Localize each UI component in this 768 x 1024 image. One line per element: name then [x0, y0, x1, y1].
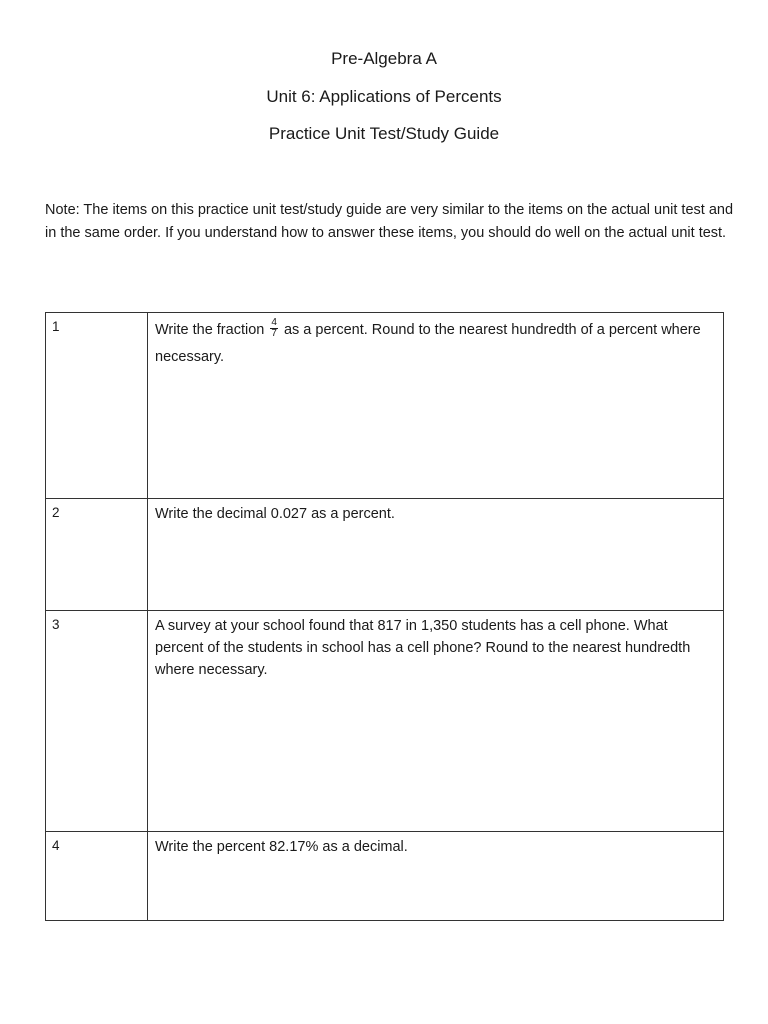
- question-text-part: Write the fraction: [155, 322, 269, 338]
- question-text: Write the percent 82.17% as a decimal.: [148, 832, 724, 921]
- fraction-denominator: 7: [271, 327, 277, 339]
- table-row: [46, 313, 724, 499]
- unit-title: Unit 6: Applications of Percents: [266, 87, 502, 106]
- course-title: Pre-Algebra A: [331, 49, 437, 68]
- question-table: [45, 312, 724, 921]
- table-row: [46, 832, 724, 921]
- item-number: 3: [46, 611, 148, 832]
- item-number: 1: [46, 313, 148, 499]
- table-row: [46, 611, 724, 832]
- fraction: [270, 318, 278, 339]
- table-row: [46, 499, 724, 611]
- item-number: 4: [46, 832, 148, 921]
- question-text: A survey at your school found that 817 in 1,350 students has a cell phone. What percent of the students in school has a cell phone? Round to the nearest hundredth where necessary.: [148, 611, 724, 832]
- question-text: [148, 313, 724, 499]
- item-number: 2: [46, 499, 148, 611]
- document-title: Practice Unit Test/Study Guide: [268, 124, 500, 143]
- fraction-numerator: 4: [271, 316, 277, 328]
- question-text: Write the decimal 0.027 as a percent.: [148, 499, 724, 611]
- question-text-part: as a percent. Round to the nearest hundredth of a percent where necessary.: [155, 322, 701, 365]
- note-paragraph: Note: The items on this practice unit test/study guide are very similar to the items on the actual unit test and in the same order. If you understand how to answer these items, you should do well on the actual unit test.: [45, 202, 734, 241]
